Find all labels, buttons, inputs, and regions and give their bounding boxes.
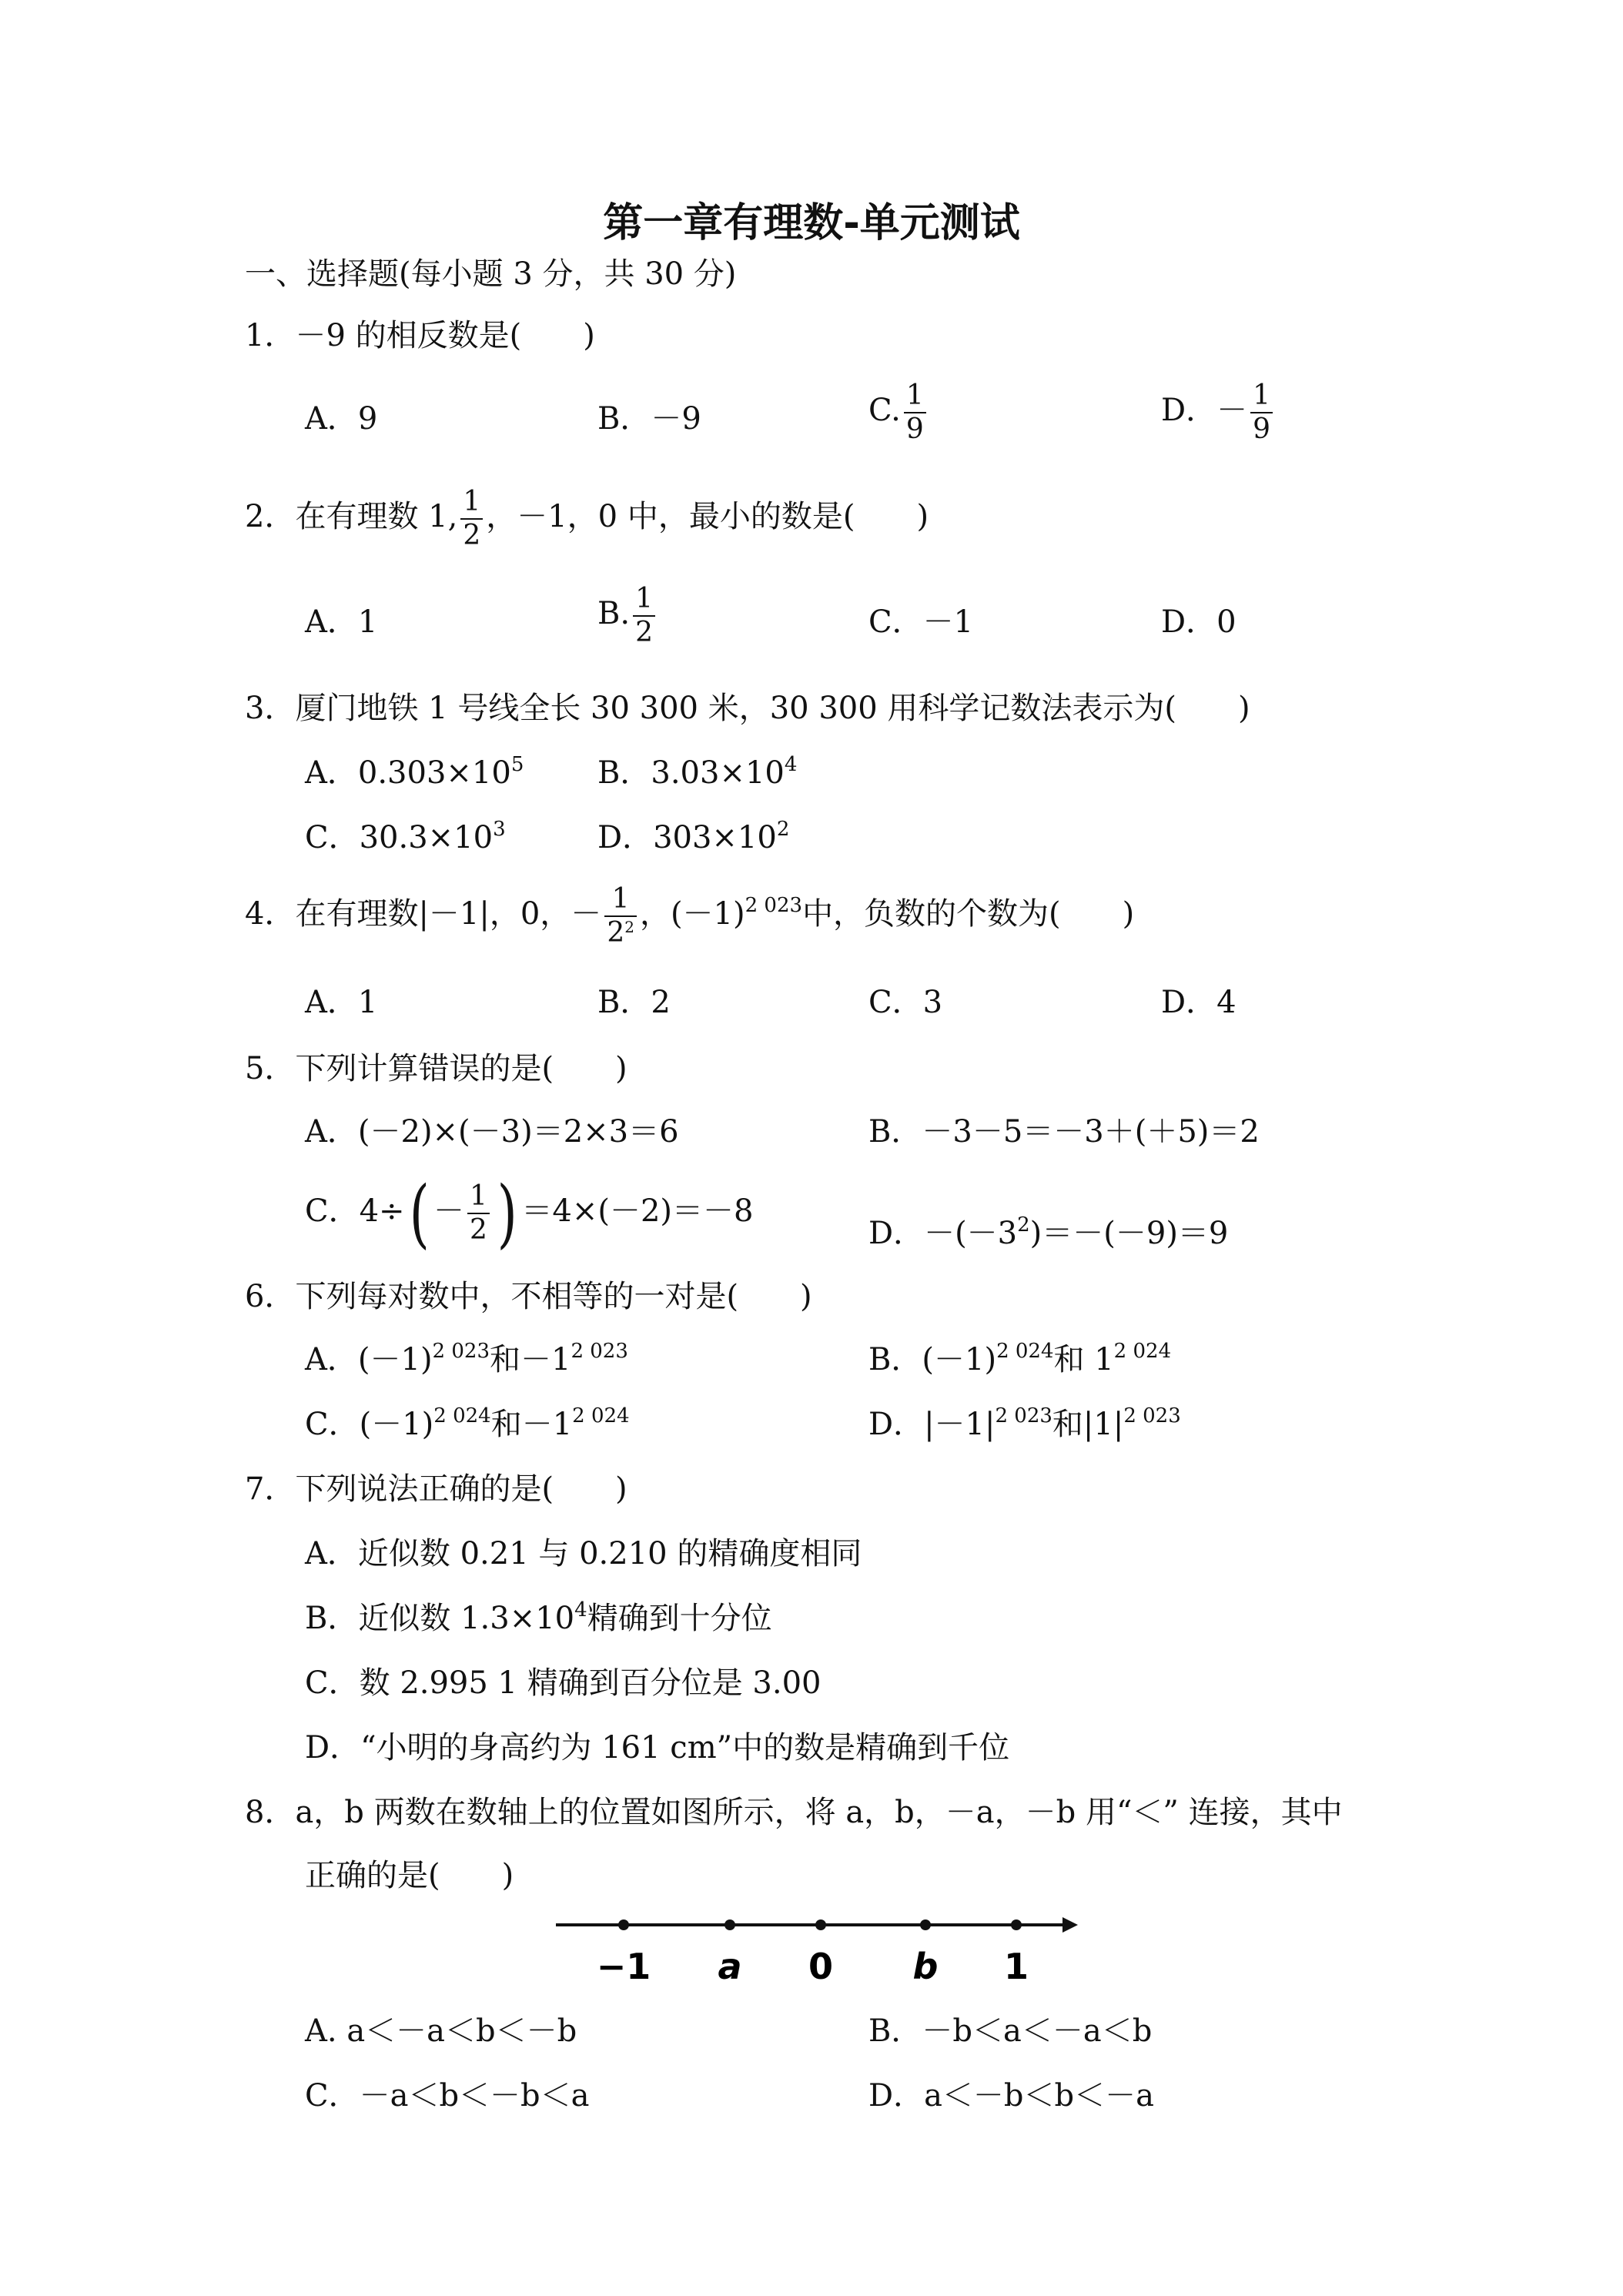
- q2-option-c: C．－1: [868, 604, 974, 640]
- right-bracket-icon: ): [497, 1170, 517, 1257]
- q8-option-c: C．－a＜b＜－b＜a: [305, 2078, 590, 2114]
- q8-option-b: B．－b＜a＜－a＜b: [868, 2013, 1153, 2049]
- q8-option-d: D．a＜－b＜b＜－a: [868, 2078, 1154, 2114]
- q3-option-c: C．$30.3\times 10^3$: [305, 818, 506, 855]
- question-8-stem-line2: 正确的是( ): [305, 1858, 514, 1893]
- q4-option-a: A．1: [305, 985, 378, 1020]
- axis-label-b: b: [912, 1946, 939, 1987]
- page-title: 第一章有理数-单元测试: [603, 200, 1020, 246]
- question-4-stem: 4．在有理数|－1|，0，－ $\frac{1}{2^2}$ ，$(-1)^{2 023}$中，负数的个数为( ): [245, 883, 1135, 949]
- section-heading: 一、选择题(每小题 3 分，共 30 分): [245, 256, 737, 292]
- number-line-diagram: [539, 1902, 1093, 1994]
- question-2-stem: 2．在有理数 1, $\frac{1}{2}$ ，－1，0 中，最小的数是( ): [245, 486, 929, 551]
- q5-option-a: A．(－2)×(－3)＝2×3＝6: [305, 1114, 679, 1150]
- q1-option-c: C. $\frac{1}{9}$: [868, 382, 929, 443]
- q5-option-d: D．$-(-3^2)=-(-9)=9$: [868, 1213, 1229, 1251]
- point-a: [724, 1919, 735, 1930]
- q3-option-d: D．$303\times 10^2$: [597, 818, 790, 855]
- point-minus-one: [618, 1919, 629, 1930]
- q3-option-a: A．$0.303\times 10^5$: [305, 753, 524, 791]
- q5-option-b: B．－3－5＝－3＋(＋5)＝2: [868, 1114, 1260, 1150]
- q7-option-a: A．近似数 0.21 与 0.210 的精确度相同: [305, 1536, 862, 1571]
- q7-option-d: D．“小明的身高约为 161 cm”中的数是精确到千位: [305, 1730, 1010, 1766]
- question-1-stem: 1．－9 的相反数是( ): [245, 318, 595, 353]
- point-one: [1011, 1919, 1022, 1930]
- q4-option-b: B．2: [597, 985, 671, 1020]
- q6-option-c: C．$(-1)^{2 024}$和$-1^{2 024}$: [305, 1404, 630, 1442]
- q8-option-a: A. a＜－a＜b＜－b: [305, 2013, 577, 2049]
- q1-option-a: A．9: [305, 401, 378, 437]
- question-7-stem: 7．下列说法正确的是( ): [245, 1471, 627, 1507]
- q6-option-a: A．$(-1)^{2 023}$和$-1^{2 023}$: [305, 1340, 628, 1377]
- q3-option-b: B．$3.03\times 10^4$: [597, 753, 798, 791]
- question-5-stem: 5．下列计算错误的是( ): [245, 1051, 627, 1086]
- point-b: [920, 1919, 931, 1930]
- q6-option-d: D．$|-1|^{2 023}$和$|1|^{2 023}$: [868, 1404, 1181, 1442]
- q1-option-b: B．－9: [597, 401, 701, 437]
- axis-label-a: a: [718, 1946, 742, 1987]
- q4-option-c: C．3: [868, 985, 943, 1020]
- q1-option-d: D．－ $\frac{1}{9}$: [1161, 382, 1276, 443]
- q6-option-b: B．$(-1)^{2 024}$和 $1^{2 024}$: [868, 1340, 1172, 1377]
- left-bracket-icon: (: [409, 1170, 430, 1257]
- axis-label-zero: 0: [808, 1946, 834, 1987]
- q7-option-b: B．近似数 $1.3\times 10^4$精确到十分位: [305, 1598, 772, 1636]
- q2-option-a: A．1: [305, 604, 378, 640]
- arrow-right-icon: [1062, 1917, 1078, 1933]
- q4-option-d: D．4: [1161, 985, 1236, 1020]
- question-3-stem: 3．厦门地铁 1 号线全长 30 300 米，30 300 用科学记数法表示为( ): [245, 691, 1250, 726]
- q2-option-b: B. $\frac{1}{2}$: [597, 585, 658, 647]
- q5-option-c: C．4÷( － $\frac{1}{2}$ ) ＝4×(－2)＝－8: [305, 1170, 754, 1257]
- point-zero: [815, 1919, 826, 1930]
- q2-option-d: D．0: [1161, 604, 1236, 640]
- question-6-stem: 6．下列每对数中，不相等的一对是( ): [245, 1279, 812, 1314]
- axis-label-one: 1: [1003, 1946, 1029, 1987]
- question-8-stem-line1: 8．a，b 两数在数轴上的位置如图所示，将 a，b，－a，－b 用“＜” 连接，其中: [245, 1795, 1343, 1830]
- q7-option-c: C．数 2.995 1 精确到百分位是 3.00: [305, 1665, 822, 1701]
- axis-label-minus-one: −1: [596, 1946, 651, 1987]
